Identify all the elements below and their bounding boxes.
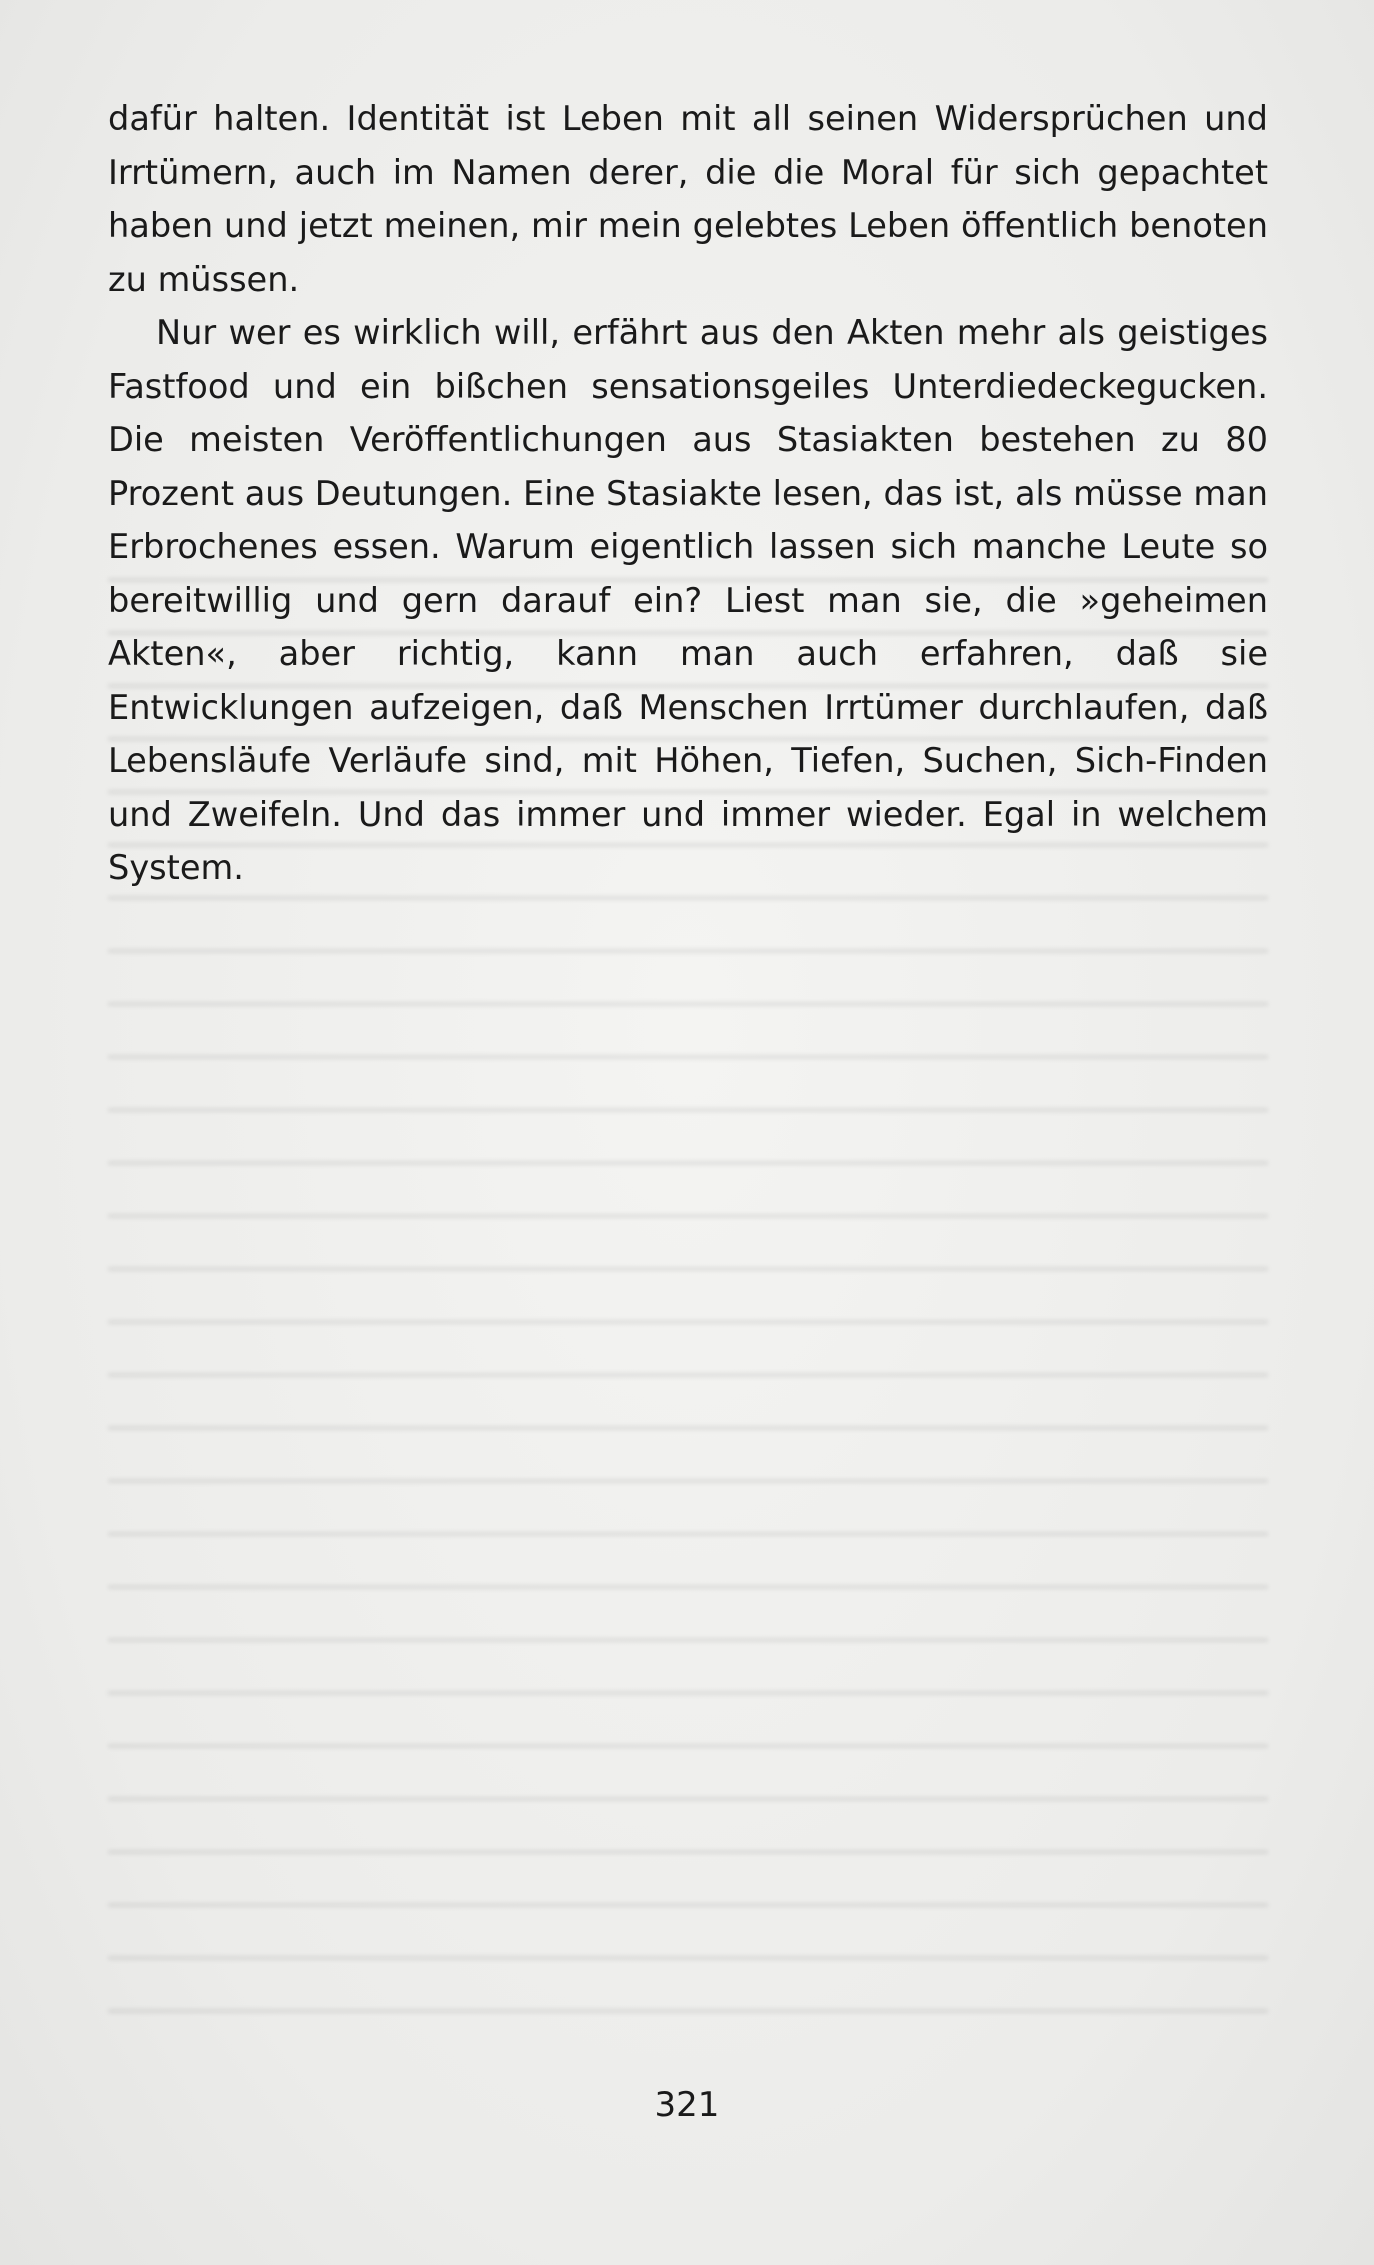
body-text bbox=[108, 92, 1268, 895]
paragraph-1: dafür halten. Identität ist Leben mit all seinen Widersprüchen und Irrtümern, auch im Namen derer, die die Moral für sich gepachtet haben und jetzt meinen, mir mein gelebtes Leben öffentlich benoten zu müssen. bbox=[108, 99, 1268, 299]
page-number: 321 bbox=[654, 2085, 720, 2125]
paragraph-2: Nur wer es wirklich will, erfährt aus den Akten mehr als geistiges Fastfood und ein bißchen sensationsgeiles Unterdiedeckegucken. Die meisten Veröffentlichungen aus Stasiakten bestehen zu 80 Prozent aus Deutungen. Eine Stasiakte lesen, das ist, als müsse man Erbrochenes essen. Warum eigentlich lassen sich manche Leute so bereitwillig und gern darauf ein? Liest man sie, die »geheimen Akten«, aber richtig, kann man auch erfahren, daß sie Entwicklungen aufzeigen, daß Menschen Irrtümer durchlaufen, daß Lebensläufe Verläufe sind, mit Höhen, Tiefen, Suchen, Sich-Finden und Zweifeln. Und das immer und immer wieder. Egal in welchem System. bbox=[108, 313, 1268, 887]
